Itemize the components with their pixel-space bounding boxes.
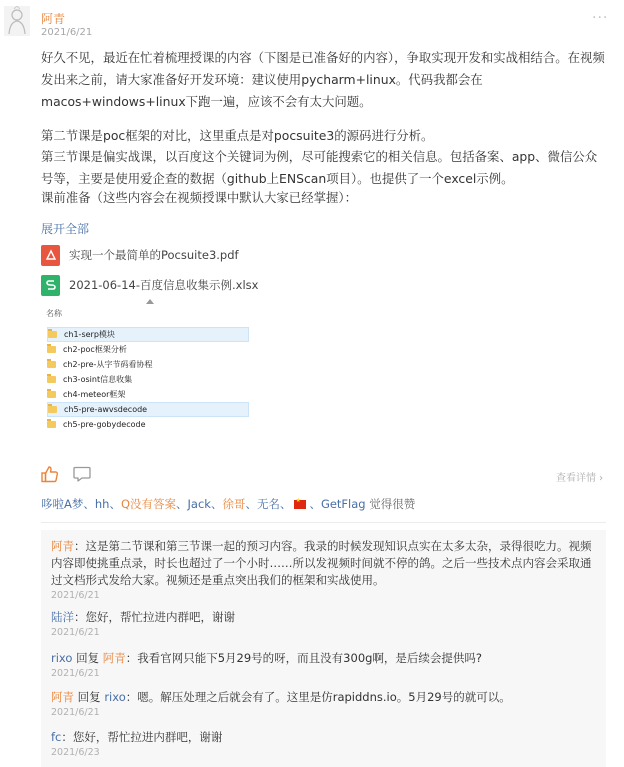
comment-author[interactable]: fc xyxy=(51,730,62,744)
avatar[interactable] xyxy=(4,6,30,36)
likers-suffix: 觉得很赞 xyxy=(365,497,416,511)
comment-text: 您好，帮忙拉进内群吧，谢谢 xyxy=(85,610,235,624)
liker-name[interactable]: 哆啦A梦 xyxy=(41,497,84,511)
separator: 、 xyxy=(210,497,223,511)
folder-icon xyxy=(47,391,56,398)
folder-icon xyxy=(48,331,57,338)
attachment-name: 实现一个最简单的Pocsuite3.pdf xyxy=(69,248,239,262)
folder-icon xyxy=(47,346,56,353)
folder-row xyxy=(47,372,249,387)
spreadsheet-file-icon xyxy=(41,275,60,296)
expand-all-link[interactable]: 展开全部 xyxy=(41,222,90,236)
pdf-file-icon xyxy=(41,245,60,266)
comment-author[interactable]: 阿青 xyxy=(51,539,74,553)
china-flag-icon[interactable] xyxy=(294,500,306,509)
colon: ： xyxy=(125,690,138,704)
comment-date: 2021/6/23 xyxy=(51,747,100,758)
comment xyxy=(51,650,601,667)
comment-author[interactable]: 陆洋 xyxy=(51,610,74,624)
separator: 、 xyxy=(245,497,257,511)
reply-label: 回复 xyxy=(76,651,100,665)
comment xyxy=(51,729,601,746)
comment-text: 您好，帮忙拉进内群吧，谢谢 xyxy=(72,730,223,744)
separator: 、 xyxy=(279,497,292,511)
folder-row xyxy=(47,402,249,417)
folder-list-image[interactable] xyxy=(41,298,251,436)
post-paragraph: 第二节课是poc框架的对比，这里重点是对pocsuite3的源码进行分析。 xyxy=(41,128,434,143)
reply-label: 回复 xyxy=(77,690,101,704)
comment xyxy=(51,538,601,589)
separator: 、 xyxy=(83,497,95,511)
post-date: 2021/6/21 xyxy=(41,27,93,38)
colon: ： xyxy=(74,539,86,553)
attachment-pdf[interactable] xyxy=(41,244,239,266)
folder-row xyxy=(47,342,249,357)
folder-name: ch4-meteor框架 xyxy=(63,390,126,399)
folder-icon xyxy=(48,406,57,413)
folder-row xyxy=(47,357,249,372)
liker-name[interactable]: Jack xyxy=(187,497,211,511)
comment-author[interactable]: rixo xyxy=(51,651,73,665)
sort-arrow-icon xyxy=(146,299,154,304)
column-header: 名称 xyxy=(46,309,62,318)
liker-name[interactable]: 无名 xyxy=(256,497,280,511)
colon: ： xyxy=(74,610,86,624)
liker-name[interactable]: GetFlag xyxy=(320,497,366,511)
post-paragraph: 课前准备（这些内容会在视频授课中默认大家已经掌握）： xyxy=(41,190,357,205)
folder-name: ch2-pre-从字节码看协程 xyxy=(63,360,153,369)
attachment-name: 2021-06-14-百度信息收集示例.xlsx xyxy=(69,278,259,292)
folder-icon xyxy=(47,361,56,368)
like-icon[interactable] xyxy=(41,465,59,483)
liker-name[interactable]: Q没有答案 xyxy=(120,497,177,511)
comment-text: 我看官网只能下5月29号的呀，而且没有300g啊，是后续会提供吗? xyxy=(137,651,483,665)
comment-list xyxy=(41,530,606,767)
more-options-icon[interactable]: ··· xyxy=(592,10,609,26)
folder-icon xyxy=(47,421,56,428)
comment-date: 2021/6/21 xyxy=(51,707,100,718)
separator: 、 xyxy=(309,497,321,511)
post-author[interactable]: 阿青 xyxy=(41,12,66,26)
colon: ： xyxy=(125,651,138,665)
comment-text: 这是第二节课和第三节课一起的预习内容。我录的时候发现知识点实在太多太杂，录得很吃力。视频内容即使挑重点录，时长也超过了一个小时……所以发视频时间就不停的鸽。之后一些技术点内容会采取通过文档形式发给大家。视频还是重点突出我们的框架和实战使用。 xyxy=(51,539,592,587)
separator: 、 xyxy=(176,497,188,511)
folder-name: ch5-pre-awvsdecode xyxy=(64,405,148,414)
view-detail-link[interactable]: 查看详情 › xyxy=(556,473,604,484)
comment-date: 2021/6/21 xyxy=(51,627,100,638)
comment-text: 嗯。解压处理之后就会有了。这里是仿rapiddns.io。5月29号的就可以。 xyxy=(137,690,511,704)
divider xyxy=(41,522,606,523)
folder-row xyxy=(47,417,249,432)
comment-date: 2021/6/21 xyxy=(51,668,100,679)
liker-name[interactable]: hh xyxy=(94,497,110,511)
reply-to-name[interactable]: rixo xyxy=(104,690,126,704)
folder-name: ch3-osint信息收集 xyxy=(63,375,133,384)
likers-line xyxy=(41,496,415,512)
folder-name: ch2-poc框架分析 xyxy=(63,345,127,354)
folder-name: ch1-serp模块 xyxy=(64,330,115,339)
post-paragraph: 好久不见，最近在忙着梳理授课的内容（下图是已准备好的内容），争取实现开发和实战相结合。在视频发出来之前，请大家准备好开发环境：建议使用pycharm+linux。代码我都会在macos+windows+linux下跑一遍，应该不会有太大问题。 xyxy=(41,50,605,109)
folder-icon xyxy=(47,376,56,383)
attachment-xlsx[interactable] xyxy=(41,274,258,296)
separator: 、 xyxy=(109,497,121,511)
folder-name: ch5-pre-gobydecode xyxy=(63,420,146,429)
comment-author[interactable]: 阿青 xyxy=(51,690,74,704)
comment-icon[interactable] xyxy=(73,466,91,482)
comment-date: 2021/6/21 xyxy=(51,590,100,601)
folder-row xyxy=(47,387,249,402)
colon: ： xyxy=(61,730,73,744)
liker-name[interactable]: 徐哥 xyxy=(222,497,246,511)
reply-to-name[interactable]: 阿青 xyxy=(102,651,126,665)
comment xyxy=(51,689,601,706)
folder-row xyxy=(47,327,249,342)
comment xyxy=(51,609,601,626)
post-paragraph: 第三节课是偏实战课，以百度这个关键词为例，尽可能搜索它的相关信息。包括备案、app、微信公众号等，主要是使用爱企查的数据（github上ENScan项目）。也提供了一个excel示例。 xyxy=(41,149,598,186)
